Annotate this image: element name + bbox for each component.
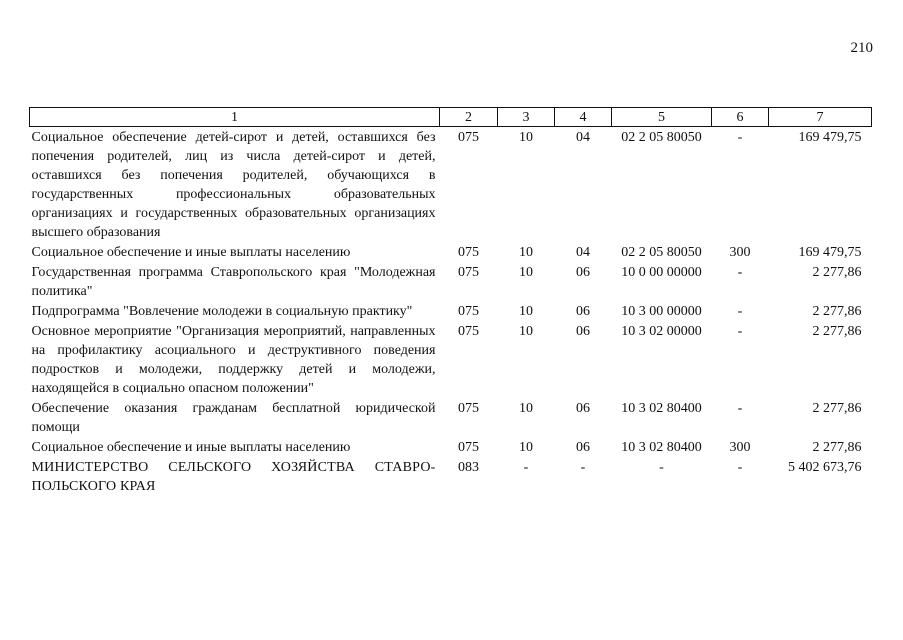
row-name: Социальное обеспечение и иные выплаты населению [31, 440, 351, 455]
header-col-4: 4 [555, 108, 612, 127]
table-row [30, 321, 872, 398]
page-number: 210 [850, 40, 873, 56]
row-name: Социальное обеспечение детей-сирот и детей, оставшихся без попечения родителей, лиц из числа детей-сирот и детей, оставшихся без попечения родителей, обучающихся в государственных профессиональных образовательных организациях и государственных образовательных организациях высшего образования [31, 130, 436, 240]
row-name: Государственная программа Ставропольского края "Молодежная политика" [31, 265, 436, 299]
row-section: 10 [519, 130, 533, 145]
table-row [30, 242, 872, 262]
row-ministry-code: 075 [458, 401, 479, 416]
row-expense-type: 300 [729, 440, 751, 455]
row-ministry-code: 075 [458, 440, 479, 455]
row-section: - [523, 460, 529, 475]
row-subsection: - [580, 460, 586, 475]
table-row [30, 457, 872, 496]
table-row [30, 398, 872, 437]
table-header-row [30, 108, 872, 127]
row-section: 10 [519, 245, 533, 260]
row-expense-type: - [737, 265, 743, 280]
header-col-1: 1 [30, 108, 440, 127]
header-col-3: 3 [498, 108, 555, 127]
row-target-article: 10 0 00 00000 [621, 265, 702, 280]
row-name: Обеспечение оказания гражданам бесплатной юридической помощи [31, 401, 436, 435]
row-target-article: 10 3 00 00000 [621, 304, 702, 319]
row-ministry-code: 075 [458, 324, 479, 339]
row-name: Подпрограмма "Вовлечение молодежи в социальную практику" [31, 304, 413, 319]
row-amount: 2 277,86 [812, 304, 862, 319]
row-amount: 2 277,86 [812, 401, 862, 416]
row-ministry-code: 075 [458, 130, 479, 145]
row-subsection: 06 [576, 304, 590, 319]
row-target-article: 02 2 05 80050 [621, 130, 702, 145]
row-amount: 5 402 673,76 [788, 460, 862, 475]
row-section: 10 [519, 324, 533, 339]
row-ministry-code: 083 [458, 460, 479, 475]
row-expense-type: - [737, 324, 743, 339]
row-expense-type: 300 [729, 245, 751, 260]
row-section: 10 [519, 440, 533, 455]
row-subsection: 06 [576, 401, 590, 416]
header-col-7: 7 [769, 108, 872, 127]
header-col-2: 2 [440, 108, 498, 127]
budget-table [29, 107, 872, 496]
row-amount: 169 479,75 [798, 130, 862, 145]
row-amount: 2 277,86 [812, 440, 862, 455]
row-section: 10 [519, 401, 533, 416]
row-subsection: 06 [576, 440, 590, 455]
row-target-article: 02 2 05 80050 [621, 245, 702, 260]
row-subsection: 06 [576, 265, 590, 280]
row-ministry-code: 075 [458, 245, 479, 260]
table-row [30, 127, 872, 243]
header-col-5: 5 [612, 108, 712, 127]
row-target-article: 10 3 02 80400 [621, 440, 702, 455]
row-section: 10 [519, 304, 533, 319]
header-col-6: 6 [712, 108, 769, 127]
row-section: 10 [519, 265, 533, 280]
row-amount: 169 479,75 [798, 245, 862, 260]
row-name: Социальное обеспечение и иные выплаты населению [31, 245, 351, 260]
row-expense-type: - [737, 130, 743, 145]
table-row [30, 437, 872, 457]
row-expense-type: - [737, 460, 743, 475]
row-expense-type: - [737, 401, 743, 416]
table-row [30, 301, 872, 321]
row-amount: 2 277,86 [812, 324, 862, 339]
row-target-article: - [659, 460, 664, 475]
row-subsection: 04 [576, 130, 590, 145]
row-target-article: 10 3 02 00000 [621, 324, 702, 339]
row-amount: 2 277,86 [812, 265, 862, 280]
table-row [30, 262, 872, 301]
row-subsection: 06 [576, 324, 590, 339]
row-subsection: 04 [576, 245, 590, 260]
row-name: МИНИСТЕРСТВО СЕЛЬСКОГО ХОЗЯЙСТВА СТАВРО-ПОЛЬСКОГО КРАЯ [31, 460, 436, 494]
row-target-article: 10 3 02 80400 [621, 401, 702, 416]
row-ministry-code: 075 [458, 265, 479, 280]
row-expense-type: - [737, 304, 743, 319]
row-ministry-code: 075 [458, 304, 479, 319]
row-name: Основное мероприятие "Организация мероприятий, направленных на профилактику асоциального и деструктивного поведения подростков и молодежи, поддержку детей и молодежи, находящейся в социально опасном положении" [31, 324, 436, 396]
